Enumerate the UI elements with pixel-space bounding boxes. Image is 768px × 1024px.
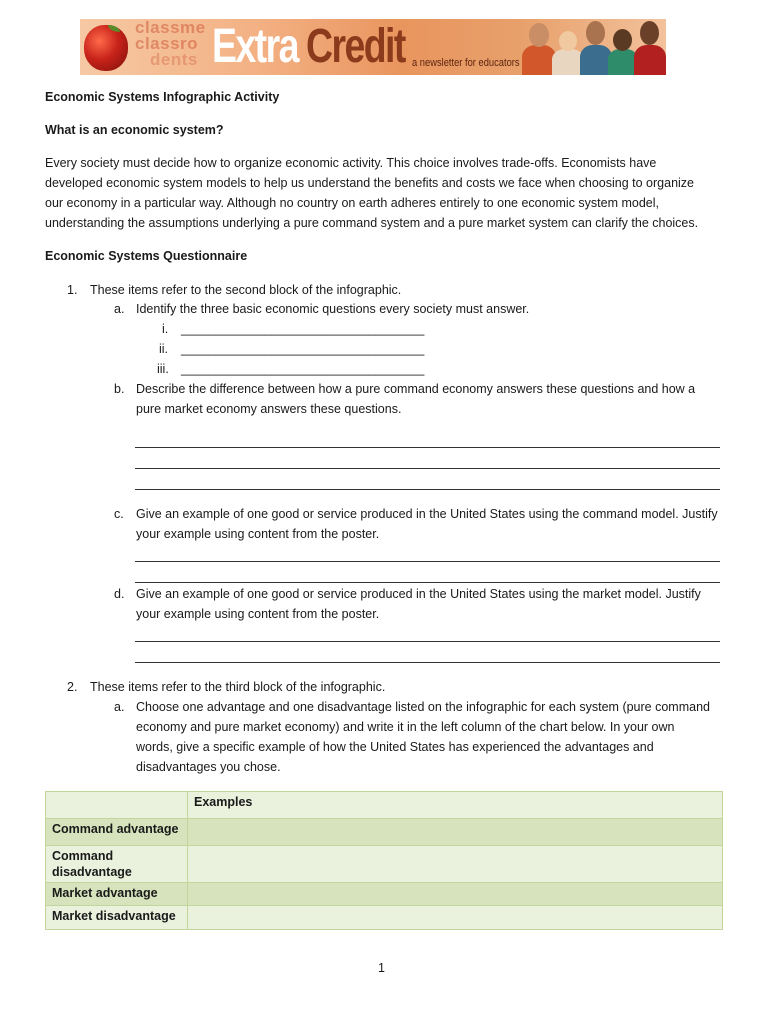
banner-ghost-word: classme [135,19,206,37]
item-1c-line: Give an example of one good or service produced in the United States using the command model. Justify [136,507,718,521]
answer-line[interactable] [135,662,720,663]
sub-label: ii. [159,342,169,356]
section-heading: What is an economic system? [45,123,224,137]
advantages-table [45,791,723,930]
table-row [46,906,723,930]
banner-title-extra: Extra [212,20,298,73]
answer-line[interactable] [135,489,720,490]
document-title: Economic Systems Infographic Activity [45,90,280,104]
answer-line[interactable] [135,582,720,583]
item-1c-line: your example using content from the poster. [136,527,380,541]
answer-line[interactable] [135,447,720,448]
question-number: 1. [67,283,78,297]
students-photo [520,19,666,75]
table-row [46,883,723,906]
answer-line[interactable] [135,641,720,642]
answer-blank[interactable]: ___________________________________ [181,342,425,356]
item-1b-line: Describe the difference between how a pure command economy answers these questions and how a [136,382,696,396]
table-row-label: Market advantage [46,883,188,906]
item-2a-line: Choose one advantage and one disadvantage listed on the infographic for each system (pure command [136,700,710,714]
banner-title-credit: Credit [306,20,405,73]
table-row [46,846,723,883]
sub-label: i. [162,322,169,336]
item-2a-line: words, give a specific example of how the United States has experienced the advantages and [136,740,654,754]
sub-label: iii. [157,362,169,376]
table-answer-cell[interactable] [188,906,723,930]
table-header-row [46,792,723,819]
question-2-text: These items refer to the third block of the infographic. [90,680,386,694]
banner-ghost-word: dents [150,50,198,69]
table-row-label: Command advantage [46,819,188,846]
banner-tagline: a newsletter for educators [412,57,520,69]
table-row [46,819,723,846]
newsletter-banner [80,19,666,75]
table-header-cell: Examples [188,792,723,819]
item-letter: b. [114,382,125,396]
item-letter: a. [114,302,125,316]
item-2a-line: disadvantages you chose. [136,760,281,774]
item-1b-line: pure market economy answers these questions. [136,402,402,416]
banner-ghost-word: classro [135,34,199,53]
intro-line: our economy in a particular way. Although no country on earth adheres entirely to one economic system model, [45,196,659,210]
page-number: 1 [378,961,385,975]
table-header-cell [46,792,188,819]
answer-line[interactable] [135,468,720,469]
question-1-text: These items refer to the second block of the infographic. [90,283,402,297]
item-letter: d. [114,587,125,601]
apple-icon [84,25,128,71]
table-answer-cell[interactable] [188,846,723,883]
item-2a-line: economy and pure market economy) and write it in the left column of the chart below. In your own [136,720,675,734]
intro-line: understanding the assumptions underlying a pure command system and a pure market system can clarify the choices. [45,216,699,230]
answer-line[interactable] [135,561,720,562]
item-letter: c. [114,507,124,521]
intro-paragraph [45,153,725,233]
table-row-label: Command disadvantage [46,846,188,883]
item-1d-line: your example using content from the poster. [136,607,380,621]
table-row-label: Market disadvantage [46,906,188,930]
questionnaire-heading: Economic Systems Questionnaire [45,249,248,263]
item-letter: a. [114,700,125,714]
answer-blank[interactable]: ___________________________________ [181,362,425,376]
intro-line: developed economic system models to help us understand the benefits and costs we face when choosing to organize [45,176,695,190]
item-1a-text: Identify the three basic economic questions every society must answer. [136,302,530,316]
question-number: 2. [67,680,78,694]
table-answer-cell[interactable] [188,883,723,906]
intro-line: Every society must decide how to organize economic activity. This choice involves trade-offs. Economists have [45,156,657,170]
item-1d-line: Give an example of one good or service produced in the United States using the market model. Justify [136,587,701,601]
answer-blank[interactable]: ___________________________________ [181,322,425,336]
table-answer-cell[interactable] [188,819,723,846]
